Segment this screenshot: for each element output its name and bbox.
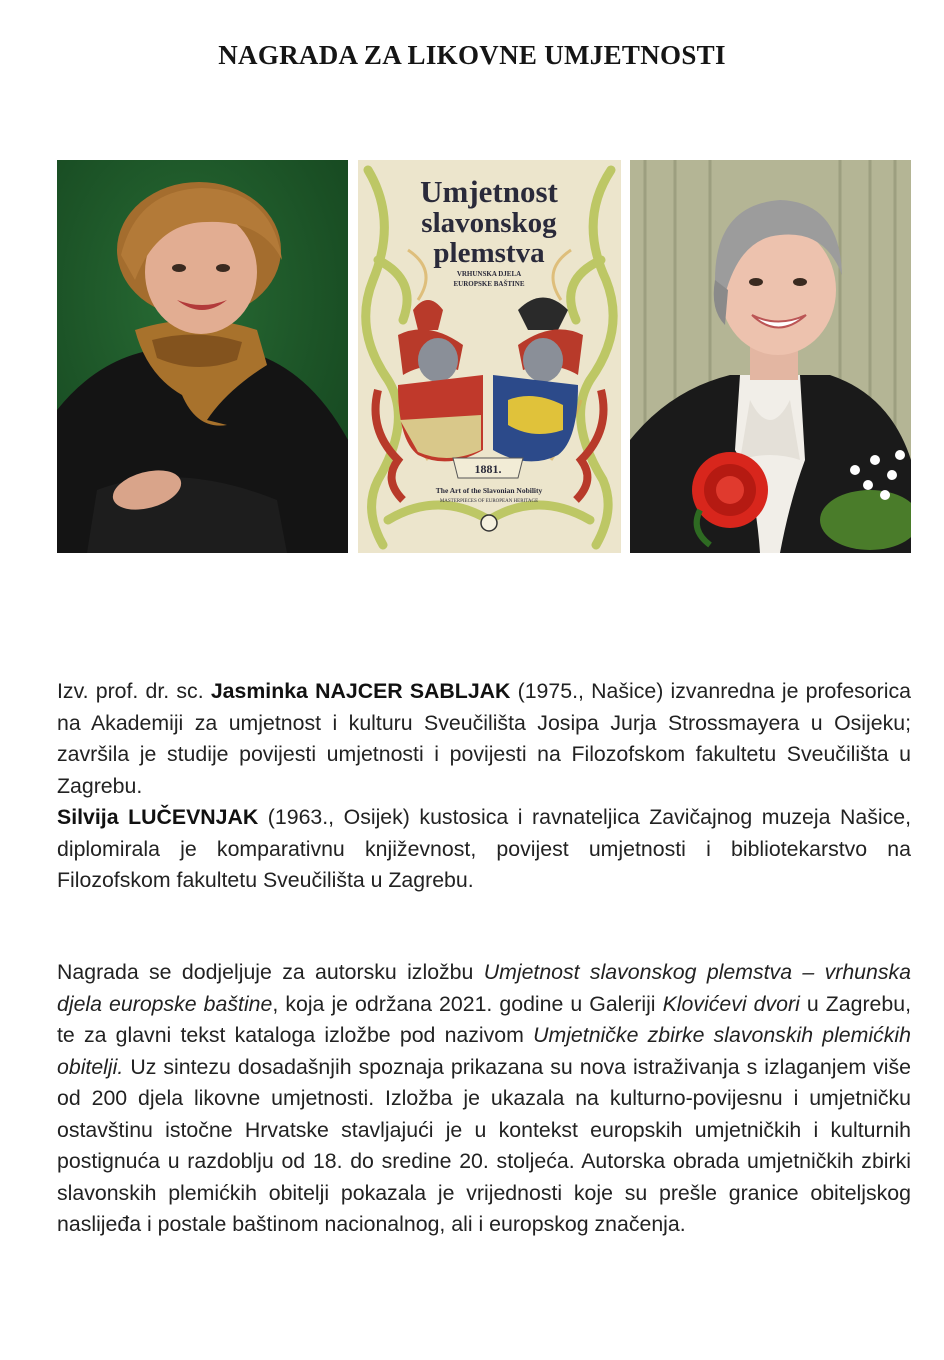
publisher-logo-icon bbox=[481, 515, 497, 531]
book-subtitle-line1: VRHUNSKA DJELA bbox=[456, 270, 522, 278]
person2-text: (1963., Osijek) kustosica i ravnateljica Zavičajnog muzeja Našice, diplomirala je komparativnu književnost, povijest umjetnosti i bibliotekarstvo na Filozofskom fakultetu Sveučilišta u Zagrebu. bbox=[57, 805, 911, 892]
gallery-name: Klovićevi dvori bbox=[662, 991, 800, 1016]
page-title: NAGRADA ZA LIKOVNE UMJETNOSTI bbox=[218, 40, 726, 70]
catalogue-title: Umjetničke zbirke slavonskih plemićkih obitelji. bbox=[57, 1023, 911, 1079]
person1-prefix: Izv. prof. dr. sc. bbox=[57, 679, 211, 703]
book-title-line1: Umjetnost bbox=[420, 174, 558, 209]
exhibition-title: Umjetnost slavonskog plemstva – vrhunska djela europske baštine bbox=[57, 960, 911, 1016]
portrait-photo-right bbox=[630, 160, 911, 553]
book-subtitle-line2: EUROPSKE BAŠTINE bbox=[453, 280, 525, 288]
person1-text: (1975., Našice) izvanredna je profesorica na Akademiji za umjetnost i kulturu Sveučilišta Josipa Jurja Strossmayera u Osijeku; završila je studije povijesti umjetnosti i povijesti na Filozofskom fakultetu Sveučilišta u Zagrebu. bbox=[57, 679, 911, 798]
book-title-line2: slavonskog bbox=[421, 207, 557, 239]
person1-name: Jasminka NAJCER SABLJAK bbox=[210, 679, 511, 703]
desc-text-2: , koja je održana 2021. godine u Galeriji bbox=[272, 991, 663, 1016]
book-english-subtitle: MASTERPIECES OF EUROPEAN HERITAGE bbox=[439, 499, 539, 504]
desc-text-3: u Zagrebu, te za glavni tekst kataloga izložbe pod nazivom bbox=[57, 991, 911, 1047]
book-english-title: The Art of the Slavonian Nobility bbox=[435, 486, 543, 495]
book-cover-image bbox=[358, 160, 621, 553]
biographies-paragraph bbox=[57, 676, 911, 897]
desc-text-4: Uz sintezu dosadašnjih spoznaja prikazana su nova istraživanja s izlaganjem više od 200 djela likovne umjetnosti. Izložba je ukazala na kulturno-povijesnu i umjetničku ostavštinu istočne Hrvatske stavljajući je u kontekst europskih umjetničkih i kulturnih postignuća u razdoblju od 18. do sredine 20. stoljeća. Autorska obrada umjetničkih zbirki slavonskih plemićkih obitelji pokazala je vrijednosti koje su prešle granice obiteljskog naslijeđa i postale baštinom nacionalnog, ali i europskog značenja. bbox=[57, 1054, 911, 1236]
book-title-line3: plemstva bbox=[433, 237, 545, 269]
book-year: 1881. bbox=[474, 462, 502, 476]
person2-name: Silvija LUČEVNJAK bbox=[57, 805, 259, 829]
award-description-paragraph bbox=[57, 957, 911, 1241]
portrait-photo-left bbox=[57, 160, 348, 553]
desc-text-1: Nagrada se dodjeljuje za autorsku izložbu bbox=[57, 960, 484, 984]
